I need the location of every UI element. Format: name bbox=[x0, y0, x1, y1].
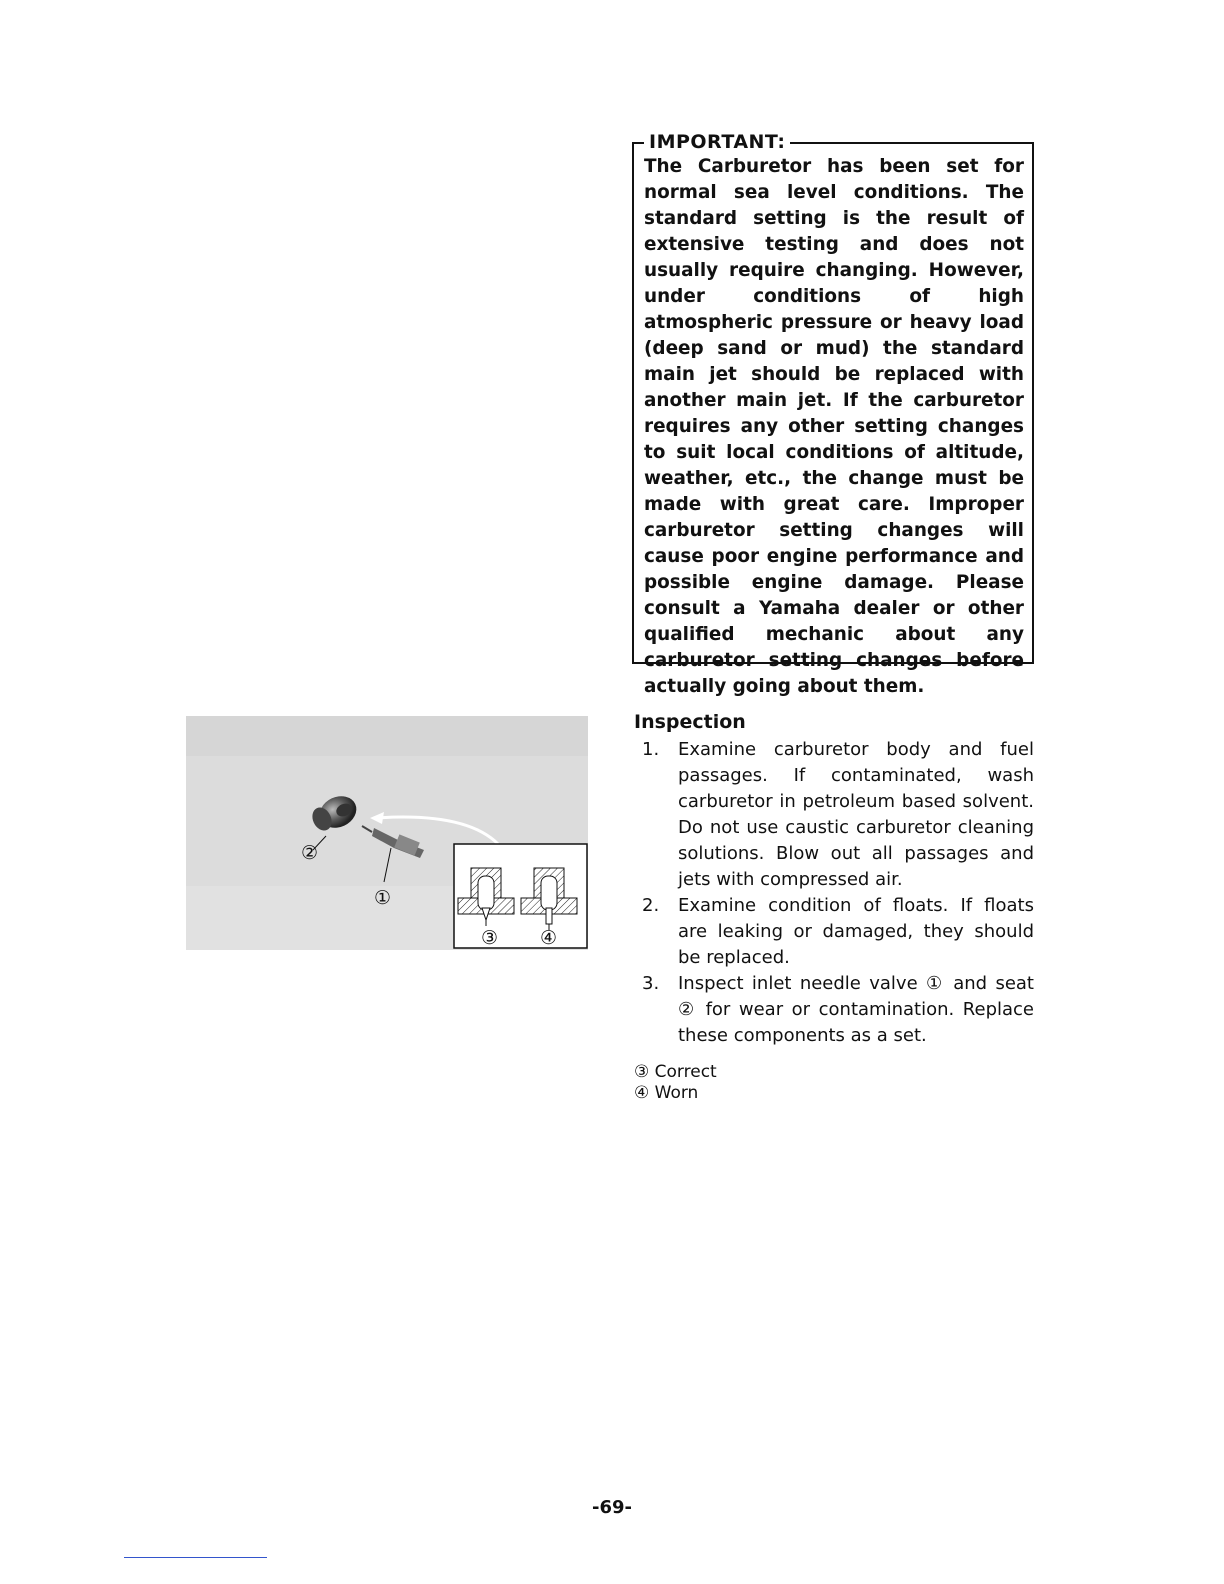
important-paragraph: The Carburetor has been set for normal sea level conditions. The standard setting is the result of extensive testing and does not usually require changing. However, under conditions of high atmospheric pressure or heavy load (deep sand or mud) the standard main jet should be replaced with another main jet. If the carburetor requires any other setting changes to suit local conditions of altitude, weather, etc., the change must be made with great care. Improper carburetor setting changes will cause poor engine performance and possible engine damage. bbox=[644, 156, 1024, 593]
item-text: Examine condition of floats. If floats are leaking or damaged, they should be replaced. bbox=[678, 895, 1034, 968]
ref-2: ② bbox=[678, 999, 697, 1020]
callout-2: ② bbox=[301, 842, 319, 864]
inspection-list bbox=[640, 737, 1034, 1049]
footer-rule bbox=[124, 1557, 267, 1558]
legend-correct bbox=[634, 1062, 717, 1083]
inspection-item-3 bbox=[640, 971, 1034, 1049]
item-text-b: and seat bbox=[953, 973, 1034, 994]
inspection-item-1 bbox=[640, 737, 1034, 893]
callout-3: ③ bbox=[481, 927, 499, 949]
important-heading: IMPORTANT: bbox=[644, 131, 790, 153]
callout-1: ① bbox=[374, 887, 392, 909]
legend-mark: ④ bbox=[634, 1083, 650, 1103]
inset-diagram bbox=[454, 844, 587, 949]
ref-1: ① bbox=[926, 973, 945, 994]
page-number: -69- bbox=[592, 1497, 632, 1518]
inspection-item-2 bbox=[640, 893, 1034, 971]
inspection-title: Inspection bbox=[634, 711, 746, 733]
item-text-c: for wear or contamination. Replace these components as a set. bbox=[678, 999, 1034, 1046]
item-number: 2. bbox=[642, 895, 660, 916]
item-number: 3. bbox=[642, 973, 660, 994]
item-number: 1. bbox=[642, 739, 660, 760]
item-text: Examine carburetor body and fuel passages. If contaminated, wash carburetor in petroleum based solvent. Do not use caustic carburetor cleaning solutions. Blow out all passages and jets with compressed air. bbox=[678, 739, 1034, 890]
callout-4: ④ bbox=[540, 927, 558, 949]
legend-worn bbox=[634, 1083, 717, 1104]
needle-valve-figure bbox=[186, 716, 588, 950]
legend-label: Worn bbox=[654, 1083, 699, 1103]
important-paragraph-2: Please consult a Yamaha dealer or other qualified mechanic about any carburetor setting changes before actually going about them. bbox=[644, 572, 1024, 697]
important-text bbox=[644, 154, 1024, 700]
figure-legend bbox=[634, 1062, 717, 1104]
item-text-a: Inspect inlet needle valve bbox=[678, 973, 918, 994]
legend-label: Correct bbox=[654, 1062, 717, 1082]
legend-mark: ③ bbox=[634, 1062, 650, 1082]
